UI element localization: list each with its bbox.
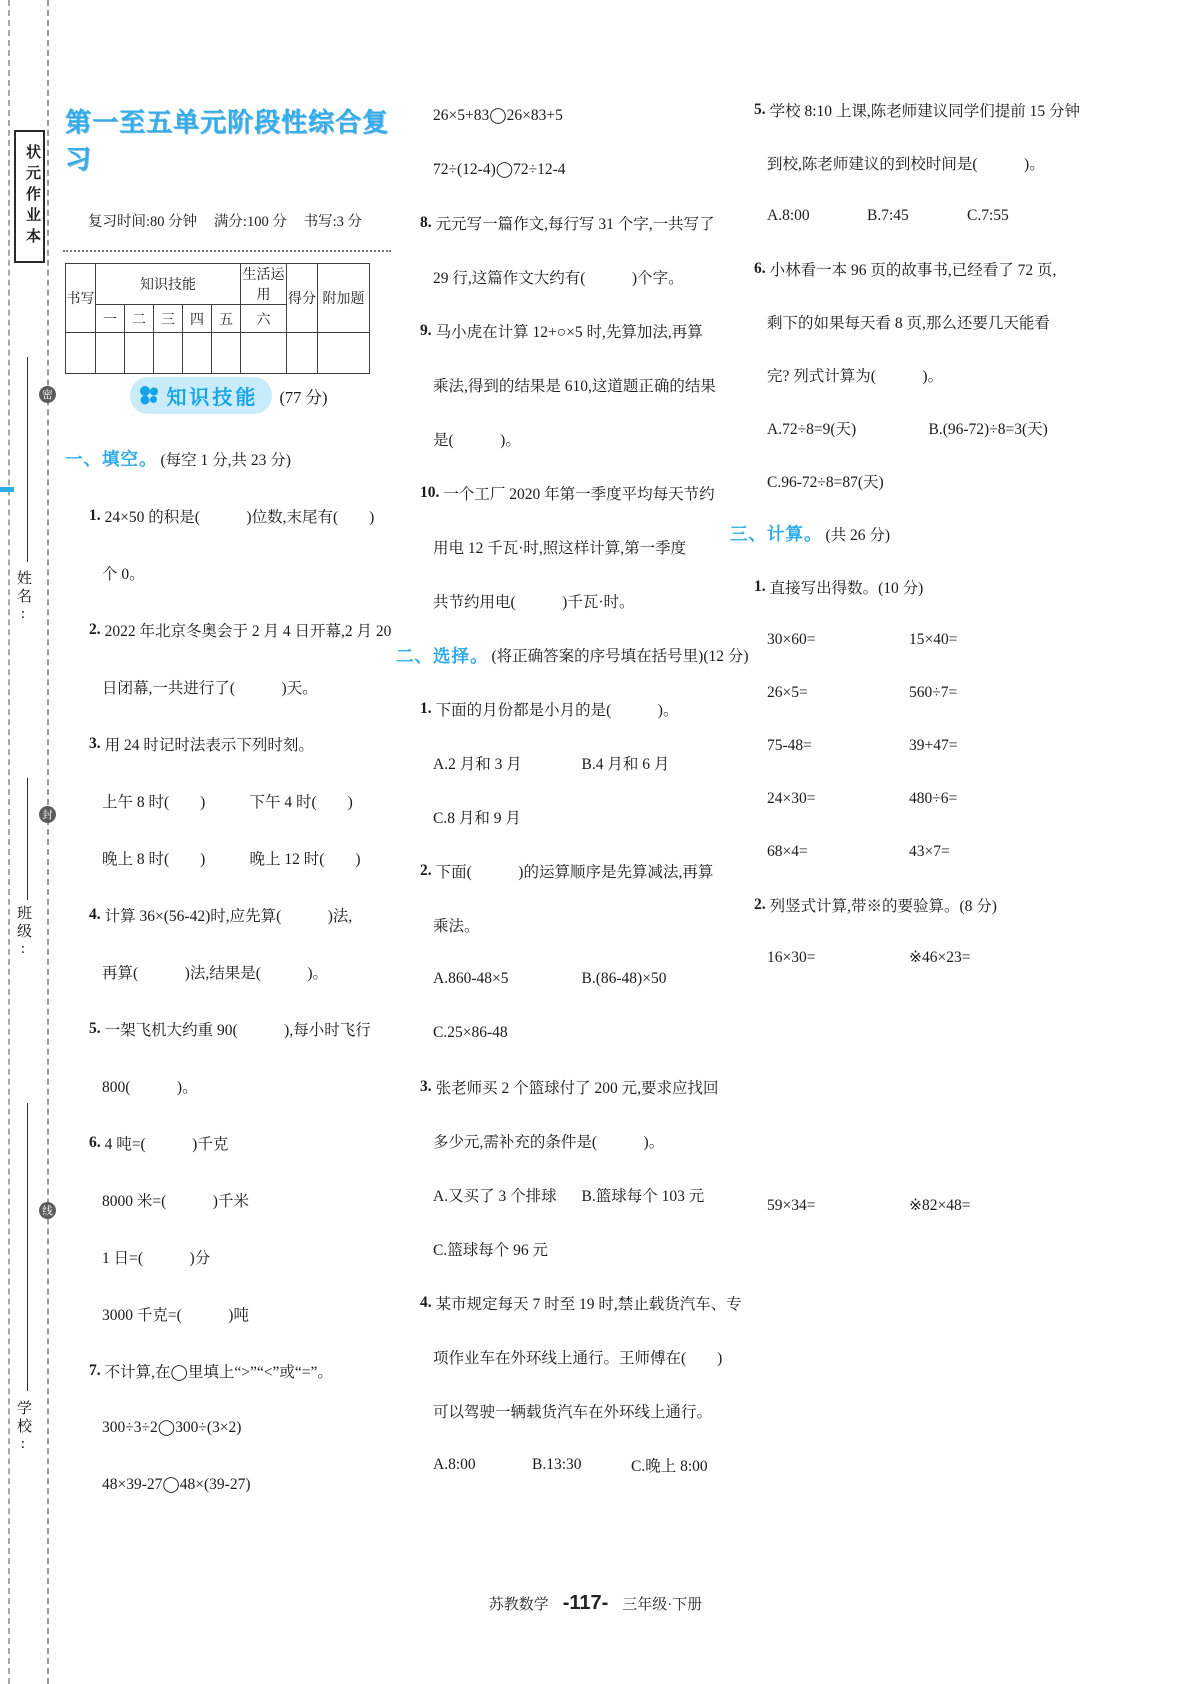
question-text: 2022 年北京冬奥会于 2 月 4 日开幕,2 月 20 bbox=[104, 622, 392, 640]
option-cell: ※82×48= bbox=[909, 1197, 971, 1214]
text-line bbox=[396, 142, 730, 196]
question-text: 马小虎在计算 12+○×5 时,先算加法,再算 bbox=[435, 324, 703, 341]
exam-meta bbox=[88, 210, 362, 231]
score-blank-cell bbox=[318, 333, 370, 374]
question-text: 1 日=( )分 bbox=[102, 1249, 211, 1267]
question-text: 一个工厂 2020 年第一季度平均每天节约 bbox=[443, 486, 715, 503]
text-line bbox=[396, 1222, 730, 1276]
question-text: 列竖式计算,带※的要验算。(8 分) bbox=[769, 897, 997, 915]
question-text: 用 24 时记时法表示下列时刻。 bbox=[104, 736, 314, 754]
score-blank-cell bbox=[96, 333, 125, 374]
score-sub-1: 一 bbox=[96, 305, 125, 333]
seal-mark-xian: 线 bbox=[39, 1202, 56, 1219]
question-number: 3. bbox=[89, 734, 101, 752]
text-line bbox=[65, 943, 397, 1000]
question-line bbox=[65, 1114, 397, 1171]
school-field-label: 学校: bbox=[15, 1400, 31, 1455]
score-sub-6: 六 bbox=[241, 305, 287, 333]
question-line bbox=[65, 886, 397, 943]
question-text: C.96-72÷8=87(天) bbox=[767, 473, 884, 491]
question-text: 乘法,得到的结果是 610,这道题正确的结果 bbox=[433, 378, 716, 395]
score-sub-4: 四 bbox=[183, 305, 212, 333]
score-col-score: 得分 bbox=[287, 264, 318, 333]
option-cell: C.晚上 8:00 bbox=[631, 1458, 708, 1475]
question-line bbox=[730, 242, 1090, 295]
question-text: 26×5+83◯26×83+5 bbox=[433, 106, 563, 124]
question-text: 完? 列式计算为( )。 bbox=[767, 367, 944, 385]
option-cell: 15×40= bbox=[909, 630, 958, 648]
question-text: 4 吨=( )千克 bbox=[104, 1135, 229, 1153]
question-text: 8000 米=( )千米 bbox=[102, 1192, 249, 1210]
badge-label: 知识技能 bbox=[166, 387, 259, 409]
question-text: 直接写出得数。(10 分) bbox=[769, 579, 924, 597]
option-cell: A.2 月和 3 月 bbox=[433, 756, 522, 773]
question-text: C.篮球每个 96 元 bbox=[433, 1242, 548, 1259]
text-line bbox=[730, 295, 1090, 348]
option-cell: 560÷7= bbox=[909, 683, 958, 701]
section-heading-points: (每空 1 分,共 23 分) bbox=[160, 451, 291, 469]
question-line bbox=[65, 487, 397, 544]
option-cell: 39+47= bbox=[909, 736, 958, 754]
question-text: 可以驾驶一辆载货汽车在外环线上通行。 bbox=[433, 1404, 713, 1421]
question-line bbox=[396, 304, 730, 358]
meta-time: 复习时间:80 分钟 bbox=[88, 214, 198, 230]
text-line bbox=[730, 348, 1090, 401]
question-text: 300÷3÷2◯300÷(3×2) bbox=[102, 1419, 242, 1436]
question-text: 计算 36×(56-42)时,应先算( )法, bbox=[104, 907, 353, 925]
question-number: 4. bbox=[89, 905, 101, 923]
knowledge-skills-badge bbox=[130, 377, 272, 414]
seal-dashed-line bbox=[47, 0, 49, 1684]
option-cell: 30×60= bbox=[767, 630, 816, 648]
option-row bbox=[65, 772, 397, 829]
option-cell: 59×34= bbox=[767, 1196, 816, 1214]
clover-icon bbox=[139, 385, 160, 406]
option-row bbox=[730, 825, 1090, 878]
text-line bbox=[65, 1228, 397, 1285]
text-line bbox=[65, 1399, 397, 1456]
question-number: 6. bbox=[754, 259, 766, 277]
text-line bbox=[730, 136, 1090, 189]
option-row bbox=[730, 772, 1090, 825]
text-line bbox=[396, 574, 730, 628]
question-line bbox=[396, 196, 730, 250]
option-cell: 43×7= bbox=[909, 842, 950, 860]
text-line bbox=[65, 1285, 397, 1342]
option-cell: 晚上 12 时( ) bbox=[249, 850, 361, 868]
option-cell: B.13:30 bbox=[532, 1456, 582, 1473]
question-text: 29 行,这篇作文大约有( )个字。 bbox=[433, 270, 684, 287]
text-line bbox=[65, 544, 397, 601]
question-text: 剩下的如果每天看 8 页,那么还要几天能看 bbox=[767, 314, 1050, 332]
option-row bbox=[730, 613, 1090, 666]
page-footer bbox=[0, 1592, 1191, 1615]
question-text: 项作业车在外环线上通行。王师傅在( ) bbox=[433, 1350, 723, 1367]
score-blank-cell bbox=[183, 333, 212, 374]
text-line bbox=[396, 358, 730, 412]
text-line bbox=[396, 412, 730, 466]
question-number: 8. bbox=[420, 214, 432, 231]
score-table bbox=[65, 263, 370, 374]
question-line bbox=[396, 682, 730, 736]
text-line bbox=[65, 1057, 397, 1114]
meta-handwriting: 书写:3 分 bbox=[303, 214, 362, 230]
option-cell: A.72÷8=9(天) bbox=[767, 420, 857, 438]
column-middle bbox=[396, 88, 749, 1492]
option-cell: B.(86-48)×50 bbox=[581, 970, 667, 987]
question-text: 日闭幕,一共进行了( )天。 bbox=[102, 679, 318, 697]
option-cell: B.篮球每个 103 元 bbox=[581, 1188, 705, 1205]
question-text: 72÷(12-4)◯72÷12-4 bbox=[433, 160, 566, 178]
book-series-tag: 状元作业本 bbox=[14, 130, 45, 263]
question-text: 个 0。 bbox=[102, 565, 145, 583]
name-field-label: 姓名: bbox=[15, 570, 31, 625]
question-text: 某市规定每天 7 时至 19 时,禁止载货汽车、专 bbox=[435, 1296, 742, 1313]
section-heading bbox=[396, 628, 749, 682]
question-text: 下面( )的运算顺序是先算减法,再算 bbox=[435, 864, 714, 881]
question-line bbox=[396, 466, 730, 520]
text-line bbox=[396, 1006, 730, 1060]
text-line bbox=[730, 454, 1090, 507]
question-text: 乘法。 bbox=[433, 918, 480, 935]
text-line bbox=[396, 88, 730, 142]
workspace-gap bbox=[730, 984, 1090, 1179]
school-blank-line bbox=[27, 1103, 28, 1391]
column-left bbox=[65, 430, 397, 1513]
score-blank-cell bbox=[66, 333, 96, 374]
column-right bbox=[730, 83, 1090, 1232]
option-cell: C.7:55 bbox=[967, 206, 1009, 224]
option-cell: 上午 8 时( ) bbox=[102, 793, 206, 811]
question-text: 3000 千克=( )吨 bbox=[102, 1306, 249, 1324]
footer-volume: 三年级·下册 bbox=[622, 1597, 703, 1613]
question-number: 2. bbox=[420, 862, 432, 879]
section-heading-points: (将正确答案的序号填在括号里)(12 分) bbox=[491, 648, 749, 665]
option-cell: A.又买了 3 个排球 bbox=[433, 1188, 557, 1205]
option-row bbox=[396, 1438, 730, 1492]
option-row bbox=[396, 736, 730, 790]
section-heading-points: (共 26 分) bbox=[825, 526, 891, 544]
text-line bbox=[396, 1114, 730, 1168]
footer-series: 苏教数学 bbox=[488, 1597, 549, 1613]
question-number: 5. bbox=[89, 1019, 101, 1037]
option-cell: 24×30= bbox=[767, 789, 816, 807]
text-line bbox=[65, 1171, 397, 1228]
name-blank-line bbox=[27, 357, 28, 562]
page-edge-dashed-line bbox=[8, 0, 10, 1684]
question-text: 元元写一篇作文,每行写 31 个字,一共写了 bbox=[435, 216, 715, 233]
section-badge-row bbox=[65, 377, 393, 414]
question-number: 3. bbox=[420, 1078, 432, 1095]
question-line bbox=[730, 560, 1090, 613]
question-line bbox=[65, 1342, 397, 1399]
question-text: 共节约用电( )千瓦·时。 bbox=[433, 594, 635, 611]
meta-full-score: 满分:100 分 bbox=[213, 214, 287, 230]
question-number: 7. bbox=[89, 1361, 101, 1379]
question-line bbox=[730, 878, 1090, 931]
question-line bbox=[65, 715, 397, 772]
question-text: 不计算,在◯里填上“>”“<”或“=”。 bbox=[104, 1363, 333, 1381]
option-cell: 75-48= bbox=[767, 736, 812, 754]
question-text: 小林看一本 96 页的故事书,已经看了 72 页, bbox=[769, 261, 1057, 279]
option-cell: 26×5= bbox=[767, 683, 808, 701]
question-number: 9. bbox=[420, 322, 432, 339]
option-cell: A.8:00 bbox=[433, 1456, 476, 1473]
question-number: 6. bbox=[89, 1133, 101, 1151]
option-cell: 下午 4 时( ) bbox=[249, 793, 353, 811]
question-number: 1. bbox=[89, 506, 101, 524]
score-sub-5: 五 bbox=[212, 305, 241, 333]
question-number: 5. bbox=[754, 100, 766, 118]
question-number: 4. bbox=[420, 1294, 432, 1311]
section-heading-label: 二、选择。 bbox=[396, 645, 489, 666]
score-blank-cell bbox=[241, 333, 287, 374]
option-row bbox=[396, 1168, 730, 1222]
option-cell: A.860-48×5 bbox=[433, 970, 509, 987]
section-heading-label: 一、填空。 bbox=[65, 449, 158, 469]
question-number: 1. bbox=[754, 577, 766, 595]
question-number: 2. bbox=[754, 895, 766, 913]
text-line bbox=[396, 898, 730, 952]
text-line bbox=[396, 790, 730, 844]
score-col-application: 生活运用 bbox=[241, 264, 287, 305]
question-text: C.25×86-48 bbox=[433, 1024, 508, 1041]
option-cell: A.8:00 bbox=[767, 206, 810, 224]
question-text: 多少元,需补充的条件是( )。 bbox=[433, 1134, 665, 1151]
text-line bbox=[396, 1384, 730, 1438]
option-row bbox=[730, 666, 1090, 719]
class-field-label: 班级: bbox=[15, 905, 31, 960]
question-text: 24×50 的积是( )位数,末尾有( ) bbox=[104, 508, 375, 526]
option-cell: 晚上 8 时( ) bbox=[102, 850, 206, 868]
option-row bbox=[730, 719, 1090, 772]
score-blank-cell bbox=[125, 333, 154, 374]
seal-mark-feng: 封 bbox=[39, 806, 56, 823]
question-line bbox=[65, 601, 397, 658]
question-line bbox=[396, 844, 730, 898]
page-title: 第一至五单元阶段性综合复习 bbox=[65, 108, 390, 174]
question-number: 10. bbox=[420, 484, 440, 501]
question-text: 到校,陈老师建议的到校时间是( )。 bbox=[767, 155, 1045, 173]
text-line bbox=[65, 658, 397, 715]
question-text: 800( )。 bbox=[102, 1078, 198, 1096]
dotted-divider bbox=[63, 250, 391, 252]
option-row bbox=[730, 1179, 1090, 1232]
score-col-bonus: 附加题 bbox=[318, 264, 370, 333]
question-number: 1. bbox=[420, 700, 432, 717]
question-number: 2. bbox=[89, 620, 101, 638]
score-sub-3: 三 bbox=[154, 305, 183, 333]
option-row bbox=[730, 401, 1090, 454]
option-cell: B.(96-72)÷8=3(天) bbox=[928, 420, 1048, 438]
footer-page-number: -117- bbox=[562, 1592, 609, 1614]
question-text: 张老师买 2 个篮球付了 200 元,要求应找回 bbox=[435, 1080, 719, 1097]
score-col-knowledge: 知识技能 bbox=[96, 264, 241, 305]
option-cell: 480÷6= bbox=[909, 789, 958, 807]
badge-score: (77 分) bbox=[279, 387, 328, 407]
option-row bbox=[65, 829, 397, 886]
option-row bbox=[396, 952, 730, 1006]
question-line bbox=[730, 83, 1090, 136]
option-cell: B.7:45 bbox=[867, 206, 909, 224]
question-text: C.8 月和 9 月 bbox=[433, 810, 521, 827]
question-text: 再算( )法,结果是( )。 bbox=[102, 964, 329, 982]
text-line bbox=[65, 1456, 397, 1513]
question-line bbox=[396, 1276, 742, 1330]
question-text: 下面的月份都是小月的是( )。 bbox=[435, 702, 679, 719]
section-heading bbox=[730, 507, 1090, 560]
question-text: 一架飞机大约重 90( ),每小时飞行 bbox=[104, 1021, 371, 1039]
question-text: 是( )。 bbox=[433, 432, 521, 449]
score-blank-cell bbox=[154, 333, 183, 374]
question-line bbox=[65, 1000, 397, 1057]
option-cell: 16×30= bbox=[767, 948, 816, 966]
question-text: 48×39-27◯48×(39-27) bbox=[102, 1476, 251, 1493]
text-line bbox=[396, 1330, 730, 1384]
score-col-handwriting: 书写 bbox=[66, 264, 96, 333]
text-line bbox=[396, 520, 730, 574]
registration-mark bbox=[0, 487, 14, 492]
seal-mark-mi: 密 bbox=[39, 386, 56, 403]
option-cell: 68×4= bbox=[767, 842, 808, 860]
option-cell: ※46×23= bbox=[909, 949, 971, 966]
score-sub-2: 二 bbox=[125, 305, 154, 333]
question-line bbox=[396, 1060, 730, 1114]
score-blank-cell bbox=[287, 333, 318, 374]
section-heading bbox=[65, 430, 397, 487]
option-row bbox=[730, 931, 1090, 984]
option-cell: B.4 月和 6 月 bbox=[581, 756, 670, 773]
option-row bbox=[730, 189, 1090, 242]
question-text: 学校 8:10 上课,陈老师建议同学们提前 15 分钟 bbox=[769, 102, 1081, 120]
class-blank-line bbox=[27, 778, 28, 900]
text-line bbox=[396, 250, 730, 304]
question-text: 用电 12 千瓦·时,照这样计算,第一季度 bbox=[433, 540, 687, 557]
section-heading-label: 三、计算。 bbox=[730, 524, 823, 544]
score-blank-cell bbox=[212, 333, 241, 374]
